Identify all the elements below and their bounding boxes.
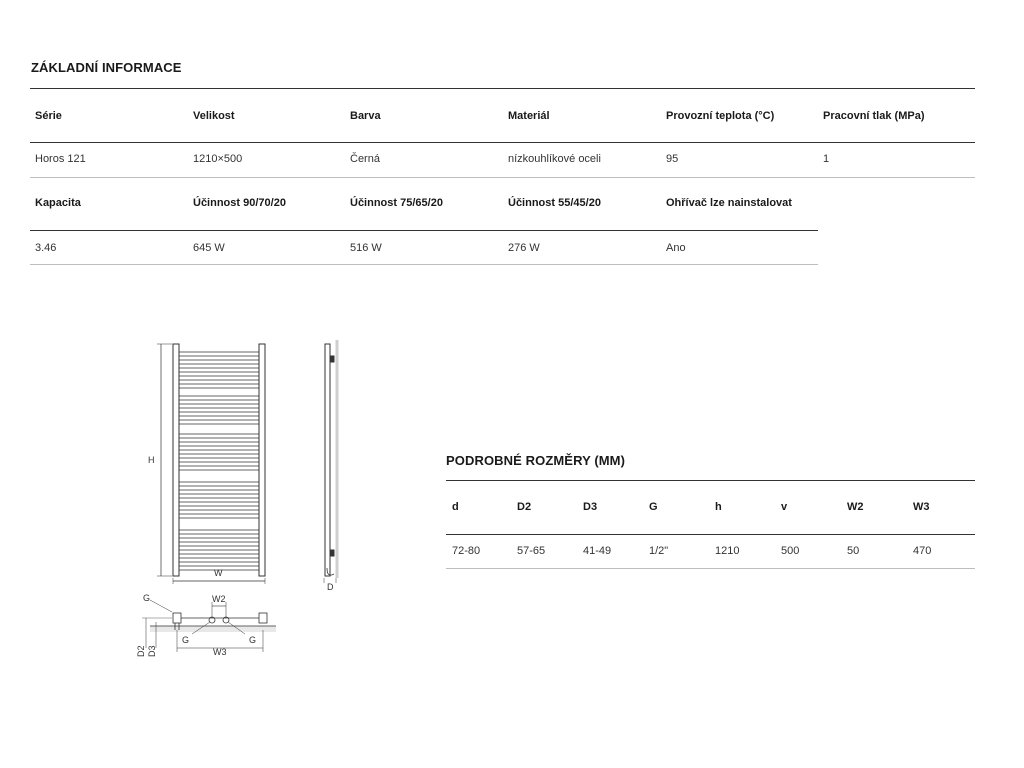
label-h: H xyxy=(148,455,155,465)
dims-value-h: 1210 xyxy=(715,545,740,557)
value-kapacita: 3.46 xyxy=(35,242,57,254)
header-barva: Barva xyxy=(350,110,381,122)
dims-header-g: G xyxy=(649,501,658,513)
basic-value-row-2 xyxy=(30,242,975,256)
header-pracovni-tlak: Pracovní tlak (MPa) xyxy=(823,110,925,122)
label-g-1: G xyxy=(182,635,190,645)
front-view xyxy=(157,344,265,584)
label-d3: D3 xyxy=(147,645,157,657)
basic-value-rule-1 xyxy=(30,177,975,178)
value-barva: Černá xyxy=(350,153,380,165)
value-ohrivac: Ano xyxy=(666,242,686,254)
value-velikost: 1210×500 xyxy=(193,153,243,165)
basic-header-row-1 xyxy=(30,110,975,124)
basic-header-rule-1 xyxy=(30,142,975,143)
value-ucinnost-75: 516 W xyxy=(350,242,382,254)
dims-header-row xyxy=(446,501,975,515)
value-ucinnost-90: 645 W xyxy=(193,242,225,254)
header-ohrivac: Ohřívač lze nainstalovat xyxy=(666,197,792,209)
header-provozni-teplota: Provozní teplota (°C) xyxy=(666,110,775,122)
side-view xyxy=(324,340,337,583)
dims-value-row xyxy=(446,545,975,559)
basic-info-title: ZÁKLADNÍ INFORMACE xyxy=(31,60,182,75)
header-serie: Série xyxy=(35,110,62,122)
label-d2: D2 xyxy=(136,645,146,657)
dims-table xyxy=(446,480,976,572)
dims-header-h: h xyxy=(715,501,722,513)
label-w3: W3 xyxy=(213,647,227,657)
header-kapacita: Kapacita xyxy=(35,197,81,209)
dims-table-top-rule xyxy=(446,480,975,481)
value-ucinnost-55: 276 W xyxy=(508,242,540,254)
basic-header-rule-2 xyxy=(30,230,818,231)
header-ucinnost-75: Účinnost 75/65/20 xyxy=(350,197,443,209)
radiator-technical-drawing xyxy=(130,330,490,670)
label-g-left: G xyxy=(143,593,151,603)
dims-header-w3: W3 xyxy=(913,501,930,513)
header-ucinnost-90: Účinnost 90/70/20 xyxy=(193,197,286,209)
basic-table-top-rule xyxy=(30,88,975,89)
dims-value-v: 500 xyxy=(781,545,800,557)
dims-header-d2: D2 xyxy=(517,501,532,513)
basic-value-rule-2 xyxy=(30,264,818,265)
dims-value-rule xyxy=(446,568,975,569)
value-serie: Horos 121 xyxy=(35,153,86,165)
dims-header-v: v xyxy=(781,501,788,513)
dims-value-w3: 470 xyxy=(913,545,932,557)
basic-value-row-1 xyxy=(30,153,975,167)
dims-value-w2: 50 xyxy=(847,545,860,557)
value-provozni-teplota: 95 xyxy=(666,153,679,165)
dims-value-d: 72-80 xyxy=(452,545,481,557)
label-d: D xyxy=(327,582,334,592)
label-g-2: G xyxy=(249,635,257,645)
label-w2: W2 xyxy=(212,594,226,604)
dims-value-d2: 57-65 xyxy=(517,545,546,557)
header-ucinnost-55: Účinnost 55/45/20 xyxy=(508,197,601,209)
value-pracovni-tlak: 1 xyxy=(823,153,830,165)
dims-header-d3: D3 xyxy=(583,501,598,513)
header-material: Materiál xyxy=(508,110,550,122)
basic-header-row-2 xyxy=(30,197,975,211)
label-w: W xyxy=(214,568,223,578)
dims-header-rule xyxy=(446,534,975,535)
dims-value-d3: 41-49 xyxy=(583,545,612,557)
value-material: nízkouhlíkové oceli xyxy=(508,153,601,165)
dims-header-w2: W2 xyxy=(847,501,864,513)
dims-title: PODROBNÉ ROZMĚRY (MM) xyxy=(446,453,626,468)
basic-info-table xyxy=(30,88,976,268)
header-velikost: Velikost xyxy=(193,110,235,122)
dims-value-g: 1/2" xyxy=(649,545,669,557)
dims-header-d: d xyxy=(452,501,459,513)
